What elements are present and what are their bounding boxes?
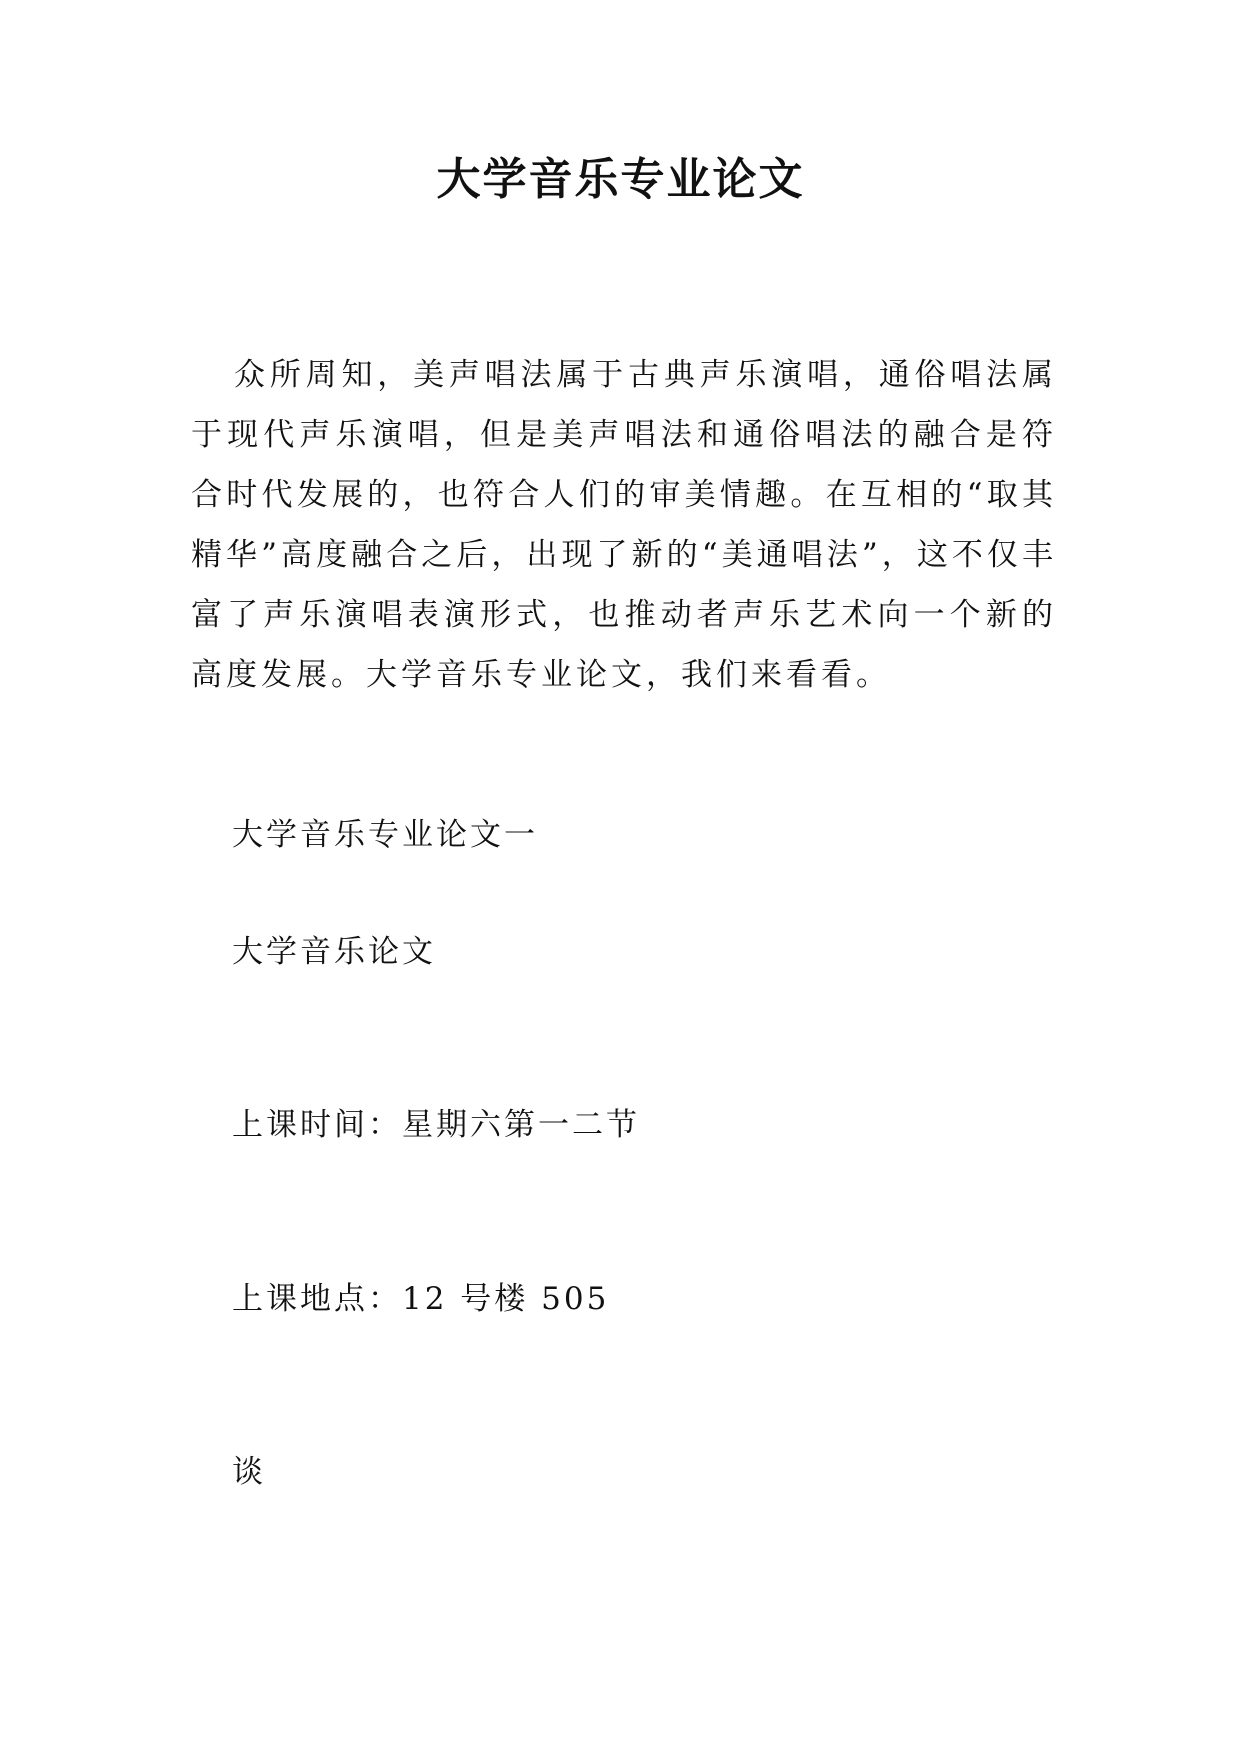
section-heading: 大学音乐专业论文一 bbox=[232, 817, 538, 853]
intro-paragraph: 众所周知，美声唱法属于古典声乐演唱，通俗唱法属于现代声乐演唱，但是美声唱法和通俗唱法的融合是符合时代发展的，也符合人们的审美情趣。在互相的“取其精华”高度融合之后，出现了新的“美通唱法”，这不仅丰富了声乐演唱表演形式，也推动者声乐艺术向一个新的高度发展。大学音乐专业论文，我们来看看。 bbox=[191, 357, 1057, 693]
trailing-text: 谈 bbox=[232, 1454, 266, 1490]
document-title: 大学音乐专业论文 bbox=[436, 154, 805, 205]
class-location: 上课地点：12 号楼 505 bbox=[232, 1281, 610, 1317]
course-name: 大学音乐论文 bbox=[232, 934, 436, 970]
class-time: 上课时间：星期六第一二节 bbox=[232, 1107, 640, 1143]
